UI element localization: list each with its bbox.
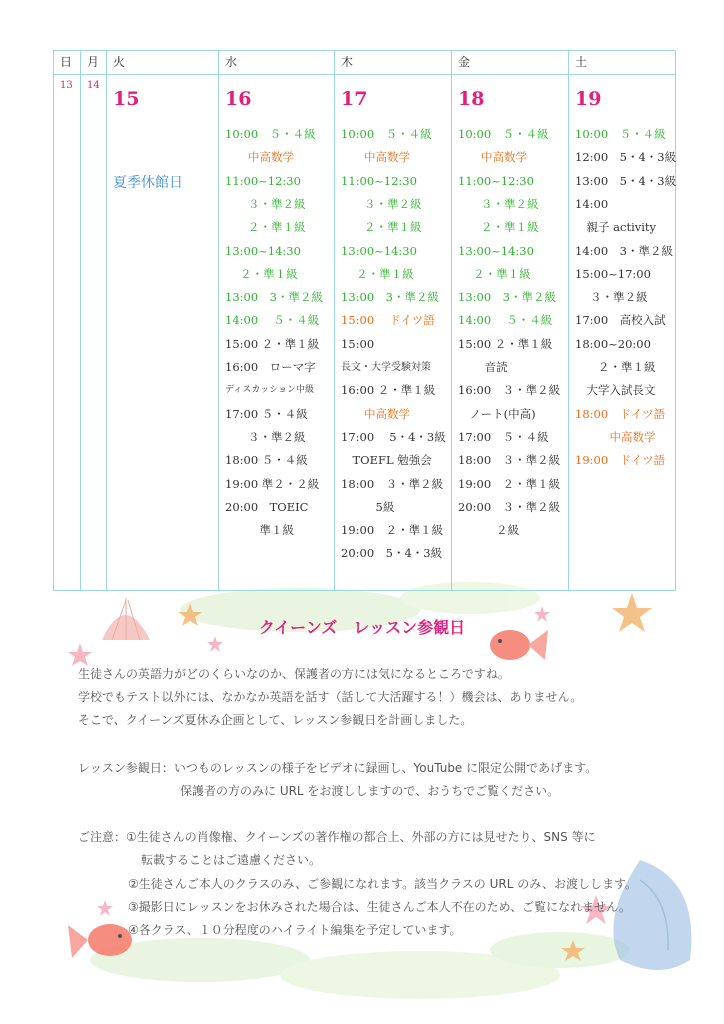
- schedule-entry: 18:00 ドイツ語: [575, 406, 666, 421]
- header-tue: 火: [113, 55, 126, 69]
- calendar-col-line: [334, 50, 335, 591]
- header-fri: 金: [458, 55, 471, 69]
- calendar-border-bottom: [53, 590, 675, 591]
- date-17: 17: [341, 88, 368, 110]
- schedule-entry: 15:00 ２・準１級: [458, 336, 553, 351]
- date-19: 19: [575, 88, 602, 110]
- schedule-entry: 親子 activity: [575, 220, 657, 235]
- schedule-entry: ２・準１級: [341, 266, 414, 281]
- schedule-entry: ３・準２級: [341, 196, 422, 211]
- calendar-col-line: [80, 50, 81, 591]
- schedule-entry: 13:00 3・準２級: [458, 290, 556, 305]
- schedule-entry: 10:00 ５・４級: [575, 127, 666, 141]
- schedule-entry: 19:00 ２・準１級: [341, 523, 444, 538]
- schedule-entry: 音読: [458, 360, 508, 374]
- schedule-entry: 13:00 3・準２級: [341, 290, 439, 305]
- schedule-entry: 13:00 5・4・3級: [575, 173, 677, 188]
- schedule-entry: 14:00 3・準２級: [575, 243, 673, 258]
- schedule-entry: 11:00~12:30: [225, 173, 301, 188]
- date-14: 14: [87, 80, 100, 91]
- schedule-entry: 5級: [341, 499, 395, 514]
- calendar-col-line: [53, 50, 54, 591]
- schedule-entry: 13:00~14:30: [341, 243, 417, 258]
- schedule-entry: 10:00 ５・４級: [458, 127, 549, 141]
- calendar-col-line: [568, 50, 569, 591]
- schedule-entry: 16:00 ローマ字: [225, 360, 316, 374]
- schedule-entry: ２・準１級: [458, 266, 531, 281]
- schedule-entry: 11:00~12:30: [341, 173, 417, 188]
- schedule-entry: ディスカッション中級: [225, 385, 315, 396]
- calendar-col-line: [218, 50, 219, 591]
- schedule-entry: 準１級: [225, 523, 294, 538]
- schedule-entry: 20:00 ３・準２級: [458, 499, 561, 514]
- header-mon: 月: [87, 55, 100, 69]
- calendar-col-line: [106, 50, 107, 591]
- intro-line: そこで、クイーンズ夏休み企画として、レッスン参観日を計画しました。: [78, 713, 473, 727]
- header-sun: 日: [60, 55, 73, 69]
- notice-line: ②生徒さんご本人のクラスのみ、ご参観になれます。該当クラスの URL のみ、お渡しします。: [128, 877, 637, 891]
- schedule-entry: 10:00 ５・４級: [225, 127, 316, 141]
- schedule-entry: ３・準２級: [458, 196, 539, 211]
- schedule-entry: ２・準１級: [458, 220, 539, 235]
- schedule-entry: 14:00 ５・４級: [225, 313, 320, 328]
- schedule-entry: ノート(中高): [458, 406, 536, 421]
- intro-line: 生徒さんの英語力がどのくらいなのか、保護者の方には気になるところですね。: [78, 667, 510, 681]
- schedule-entry: 20:00 TOEIC: [225, 499, 309, 514]
- schedule-entry: 19:00 ドイツ語: [575, 453, 666, 468]
- closed-notice: 夏季休館日: [113, 175, 183, 191]
- schedule-entry: 13:00~14:30: [225, 243, 301, 258]
- info-line: 保護者の方のみに URL をお渡ししますので、おうちでご覧ください。: [180, 784, 560, 798]
- header-thu: 木: [341, 55, 354, 69]
- schedule-entry: 19:00 準２・２級: [225, 476, 320, 491]
- schedule-entry: 15:00~17:00: [575, 266, 651, 281]
- schedule-entry: 19:00 ２・準１級: [458, 476, 561, 491]
- schedule-entry: 大学入試長文: [575, 383, 656, 398]
- date-13: 13: [60, 80, 73, 91]
- notice-line: ④各クラス、１０分程度のハイライト編集を予定しています。: [128, 923, 462, 937]
- schedule-entry: 17:00 ５・４級: [458, 429, 549, 444]
- goldfish-icon: [68, 924, 132, 958]
- calendar-col-line: [451, 50, 452, 591]
- intro-line: 学校でもテスト以外には、なかなか英語を話す（話して大活躍する！）機会は、ありません。: [78, 690, 583, 704]
- calendar-header-divider: [53, 74, 675, 75]
- notice-line: ③撮影日にレッスンをお休みされた場合は、生徒さんご本人不在のため、ご覧になれません。: [128, 900, 631, 914]
- schedule-entry: 中高数学: [341, 150, 410, 165]
- schedule-entry: 13:00 3・準２級: [225, 290, 323, 305]
- schedule-entry: ２・準１級: [225, 220, 306, 235]
- schedule-entry: ２・準１級: [575, 360, 656, 374]
- schedule-entry: ３・準２級: [225, 429, 306, 444]
- schedule-entry: 16:00 ２・準１級: [341, 383, 436, 398]
- schedule-entry: 中高数学: [458, 150, 527, 165]
- schedule-entry: 14:00 ５・４級: [458, 313, 553, 328]
- schedule-entry: 16:00 ３・準２級: [458, 383, 561, 398]
- schedule-entry: 18:00~20:00: [575, 336, 651, 351]
- calendar-col-line: [675, 50, 676, 591]
- schedule-entry: TOEFL 勉強会: [341, 453, 432, 468]
- date-18: 18: [458, 88, 485, 110]
- section-title: クイーンズ レッスン参観日: [258, 618, 466, 637]
- schedule-entry: 17:00 5・4・3級: [341, 429, 446, 444]
- date-16: 16: [225, 88, 252, 110]
- header-wed: 水: [225, 55, 238, 69]
- schedule-entry: 15:00 ２・準１級: [225, 336, 320, 351]
- schedule-entry: 15:00 ドイツ語: [341, 313, 435, 328]
- schedule-entry: 中高数学: [225, 150, 294, 165]
- schedule-entry: 18:00 ３・準２級: [341, 476, 444, 491]
- schedule-entry: 17:00 ５・４級: [225, 406, 308, 421]
- schedule-entry: ２・準１級: [341, 220, 422, 235]
- date-15: 15: [113, 88, 140, 110]
- schedule-entry: 15:00: [341, 336, 375, 351]
- schedule-entry: 14:00: [575, 196, 609, 211]
- schedule-entry: 17:00 高校入試: [575, 313, 666, 328]
- schedule-entry: 中高数学: [575, 429, 656, 444]
- schedule-entry: 13:00~14:30: [458, 243, 534, 258]
- notice-line: ご注意：①生徒さんの肖像権、クイーンズの著作権の都合上、外部の方には見せたり、SNS 等に: [78, 830, 596, 844]
- schedule-entry: ２級: [458, 523, 520, 538]
- schedule-entry: 20:00 5・4・3級: [341, 546, 443, 561]
- notice-line: 転載することはご遠慮ください。: [141, 853, 322, 867]
- schedule-entry: 18:00 ３・準２級: [458, 453, 561, 468]
- schedule-entry: ３・準２級: [225, 196, 306, 211]
- schedule-entry: 12:00 5・4・3級: [575, 150, 677, 165]
- schedule-entry: 中高数学: [341, 406, 410, 421]
- schedule-entry: 11:00~12:30: [458, 173, 534, 188]
- schedule-entry: ３・準２級: [575, 290, 648, 305]
- header-sat: 土: [575, 55, 588, 69]
- schedule-entry: 長文・大学受験対策: [341, 362, 431, 373]
- schedule-entry: 10:00 ５・４級: [341, 127, 432, 141]
- schedule-entry: ２・準１級: [225, 266, 298, 281]
- info-line: レッスン参観日：いつものレッスンの様子をビデオに録画し、YouTube に限定公開であげます。: [78, 761, 598, 775]
- schedule-entry: 18:00 ５・４級: [225, 453, 308, 468]
